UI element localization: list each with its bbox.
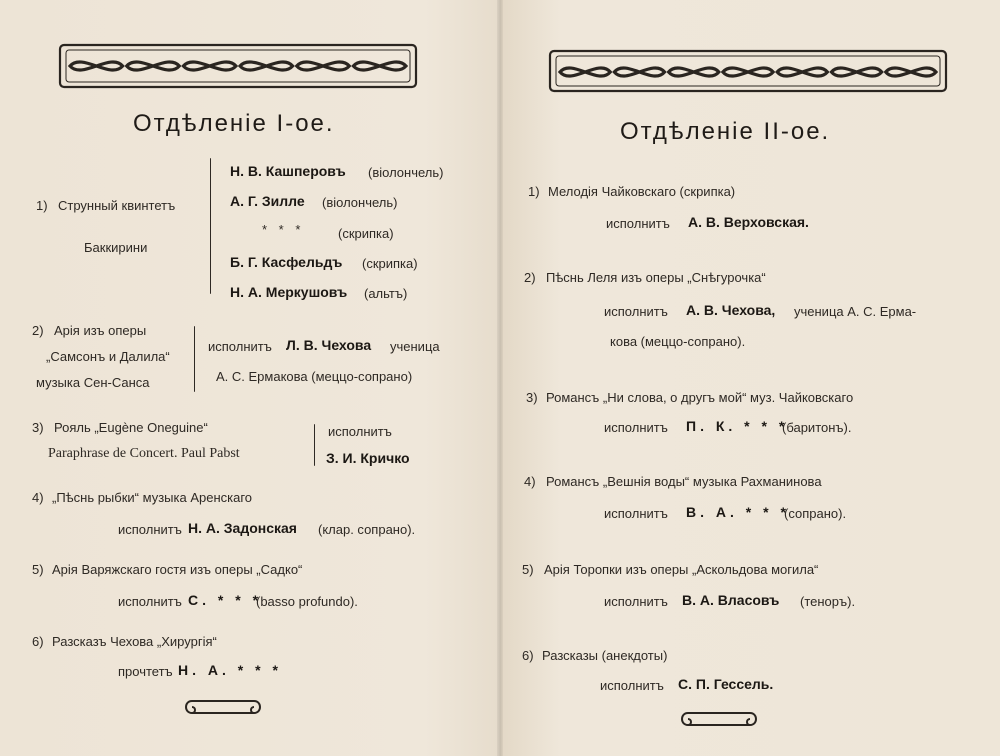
performer-name: Н. А. * * * <box>178 662 282 678</box>
performer-name: А. Г. Зилле <box>230 193 305 209</box>
perf-prefix: исполнитъ <box>118 522 182 537</box>
item-line: Пѣснь Леля изъ оперы „Снѣгурочка“ <box>546 270 766 285</box>
item-composer: Баккирини <box>84 240 148 255</box>
item-number: 6) <box>32 634 44 649</box>
perf-suffix: (теноръ). <box>800 594 856 609</box>
item-number: 6) <box>522 648 534 663</box>
performer-role: (скрипка) <box>338 226 394 241</box>
item-line: Разсказъ Чехова „Хирургія“ <box>52 634 217 649</box>
perf-prefix: исполнитъ <box>604 506 668 521</box>
performer-role: (віолончель) <box>368 165 444 180</box>
perf-prefix: исполнитъ <box>600 678 664 693</box>
perf-suffix: (basso profundo). <box>256 594 358 609</box>
item-number: 3) <box>32 420 44 435</box>
section-heading-2: Отдѣленіе II-ое. <box>620 118 831 145</box>
item-line: Арія Варяжскаго гостя изъ оперы „Садко“ <box>52 562 303 577</box>
perf-prefix: исполнитъ <box>606 216 670 231</box>
item-number: 5) <box>522 562 534 577</box>
item-line: Романсъ „Ни слова, о другъ мой“ муз. Чайковскаго <box>546 390 854 405</box>
perf-prefix: исполнитъ <box>328 424 392 439</box>
brace <box>210 158 211 294</box>
right-page <box>500 0 1000 756</box>
brace <box>194 326 195 392</box>
performer-name: Н. А. Меркушовъ <box>230 284 348 300</box>
performer-name: З. И. Кричко <box>326 450 410 466</box>
item-line: Арія Торопки изъ оперы „Аскольдова могила“ <box>544 562 819 577</box>
performer-name: Н. В. Кашперовъ <box>230 163 346 179</box>
performer-name: Б. Г. Касфельдъ <box>230 254 343 270</box>
item-line: „Самсонъ и Далила“ <box>46 349 170 364</box>
item-line: Мелодія Чайковскаго (скрипка) <box>548 184 736 199</box>
perf-suffix: (сопрано). <box>784 506 847 521</box>
item-line: Романсъ „Вешнія воды“ музыка Рахманинова <box>546 474 822 489</box>
brace <box>314 424 315 466</box>
knot-ornament-icon <box>58 42 418 90</box>
item-line: музыка Сен-Санса <box>36 375 150 390</box>
performer-name: П. К. * * * <box>686 418 789 434</box>
item-line: Рояль „Eugène Oneguine“ <box>54 420 208 435</box>
perf-line: А. С. Ермакова (меццо-сопрано) <box>216 369 413 384</box>
perf-prefix: исполнитъ <box>208 339 272 354</box>
performer-name: Н. А. Задонская <box>188 520 297 536</box>
item-line: Арія изъ оперы <box>54 323 147 338</box>
perf-prefix: исполнитъ <box>118 594 182 609</box>
scroll-flourish-icon <box>180 696 266 718</box>
item-line: „Пѣснь рыбки“ музыка Аренскаго <box>52 490 253 505</box>
item-number: 1) <box>528 184 540 199</box>
performer-name: С. * * * <box>188 592 263 608</box>
page-fold <box>497 0 503 756</box>
performer-name: В. А. * * * <box>686 504 790 520</box>
section-heading-1: Отдѣленіе I-ое. <box>133 110 335 137</box>
perf-suffix: ученица <box>390 339 440 354</box>
performer-name: А. В. Чехова, <box>686 302 776 318</box>
item-number: 1) <box>36 198 48 213</box>
perf-prefix: исполнитъ <box>604 304 668 319</box>
perf-prefix: прочтетъ <box>118 664 173 679</box>
item-number: 4) <box>32 490 44 505</box>
item-number: 5) <box>32 562 44 577</box>
perf-prefix: исполнитъ <box>604 594 668 609</box>
item-number: 2) <box>524 270 536 285</box>
performer-role: (альтъ) <box>364 286 408 301</box>
perf-suffix: ученица А. С. Ерма- <box>794 304 917 319</box>
performer-name: Л. В. Чехова <box>286 337 372 353</box>
performer-role: (скрипка) <box>362 256 418 271</box>
performer-role: (віолончель) <box>322 195 398 210</box>
performer-name: А. В. Верховская. <box>688 214 809 230</box>
item-number: 3) <box>526 390 538 405</box>
item-line: кова (меццо-сопрано). <box>610 334 746 349</box>
item-line: Paraphrase de Concert. Paul Pabst <box>48 446 240 461</box>
performer-name: В. А. Власовъ <box>682 592 780 608</box>
performer-name: С. П. Гессель. <box>678 676 774 692</box>
perf-suffix: (баритонъ). <box>782 420 852 435</box>
performer-name: * * * <box>262 222 305 237</box>
item-number: 4) <box>524 474 536 489</box>
perf-prefix: исполнитъ <box>604 420 668 435</box>
scroll-flourish-icon <box>676 708 762 730</box>
perf-suffix: (клар. сопрано). <box>318 522 416 537</box>
item-line: Разсказы (анекдоты) <box>542 648 668 663</box>
item-number: 2) <box>32 323 44 338</box>
item-title: Струнный квинтетъ <box>58 198 176 213</box>
knot-ornament-icon <box>548 48 948 94</box>
